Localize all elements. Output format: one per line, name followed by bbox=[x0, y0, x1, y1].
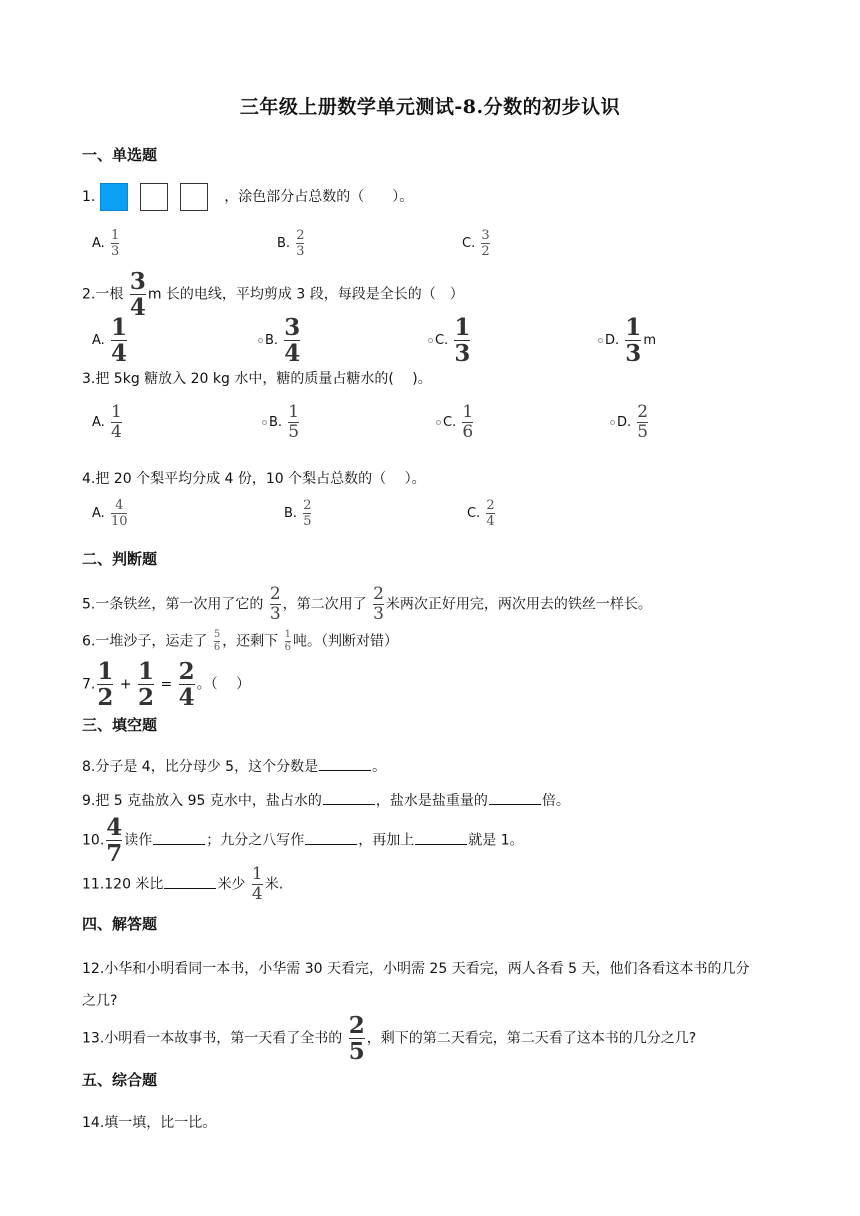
answer-blank[interactable] bbox=[164, 876, 216, 889]
option-label: B. bbox=[269, 415, 283, 430]
fraction bbox=[481, 229, 489, 258]
fraction bbox=[462, 404, 473, 441]
numerator: 1 bbox=[462, 402, 474, 422]
fraction bbox=[130, 270, 146, 319]
option-a[interactable] bbox=[92, 499, 129, 528]
fraction bbox=[138, 660, 154, 709]
section-heading-problems: 四、解答题 bbox=[82, 915, 158, 933]
plus-sign: + bbox=[119, 676, 132, 693]
denominator: 3 bbox=[373, 604, 384, 624]
question-10 bbox=[82, 816, 524, 865]
question-14: 14.填一填，比一比。 bbox=[82, 1115, 217, 1131]
radio-dot bbox=[262, 420, 267, 425]
denominator: 4 bbox=[110, 340, 127, 367]
numerator: 2 bbox=[637, 402, 649, 422]
fraction bbox=[285, 630, 291, 653]
fraction bbox=[106, 816, 122, 865]
numerator: 1 bbox=[138, 658, 155, 685]
question-text: ，再加上 bbox=[358, 832, 415, 849]
question-4: 4.把 20 个梨平均分成 4 份，10 个梨占总数的（ ）。 bbox=[82, 471, 426, 487]
numerator: 1 bbox=[110, 314, 127, 341]
option-label: D. bbox=[617, 415, 632, 430]
section-heading-single-choice: 一、单选题 bbox=[82, 146, 158, 164]
shaded-square bbox=[100, 183, 128, 211]
option-label: A. bbox=[92, 333, 105, 348]
denominator: 10 bbox=[110, 514, 128, 529]
option-a[interactable] bbox=[92, 404, 124, 441]
question-text: 6.一堆沙子，运走了 bbox=[82, 633, 208, 650]
option-c[interactable] bbox=[467, 499, 497, 528]
numerator: 5 bbox=[213, 629, 221, 640]
option-label: A. bbox=[92, 415, 105, 430]
radio-dot bbox=[428, 338, 433, 343]
numerator: 1 bbox=[97, 658, 114, 685]
radio-dot bbox=[598, 338, 603, 343]
numerator: 2 bbox=[303, 498, 312, 513]
numerator: 3 bbox=[129, 268, 146, 295]
numerator: 1 bbox=[288, 402, 300, 422]
question-3: 3.把 5kg 糖放入 20 kg 水中，糖的质量占糖水的( )。 bbox=[82, 371, 432, 387]
numerator: 2 bbox=[348, 1012, 365, 1039]
numerator: 3 bbox=[284, 314, 301, 341]
section-heading-true-false: 二、判断题 bbox=[82, 550, 158, 568]
answer-blank[interactable] bbox=[489, 792, 541, 805]
denominator: 4 bbox=[284, 340, 301, 367]
fraction bbox=[373, 586, 384, 623]
option-label: B. bbox=[277, 236, 291, 251]
denominator: 4 bbox=[178, 684, 195, 711]
numerator: 1 bbox=[110, 228, 120, 243]
denominator: 3 bbox=[269, 604, 281, 624]
question-text: 2.一根 bbox=[82, 286, 124, 303]
option-b[interactable] bbox=[258, 316, 302, 365]
fraction bbox=[625, 316, 641, 365]
question-6 bbox=[82, 630, 398, 653]
question-text: 米. bbox=[264, 876, 284, 893]
denominator: 2 bbox=[97, 684, 114, 711]
option-b[interactable] bbox=[277, 229, 306, 258]
option-label: B. bbox=[284, 506, 298, 521]
question-text: 13.小明看一本故事书，第一天看了全书的 bbox=[82, 1030, 343, 1047]
numerator: 3 bbox=[481, 228, 490, 243]
question-5 bbox=[82, 586, 652, 623]
answer-blank[interactable] bbox=[319, 758, 371, 771]
option-label: C. bbox=[462, 236, 476, 251]
fraction bbox=[296, 229, 304, 258]
question-12-line-2: 之几? bbox=[82, 993, 118, 1009]
fraction bbox=[111, 229, 119, 258]
denominator: 4 bbox=[110, 422, 122, 442]
option-b[interactable] bbox=[284, 499, 313, 528]
question-text: 米少 bbox=[217, 876, 246, 893]
option-c[interactable] bbox=[428, 316, 472, 365]
question-7 bbox=[82, 660, 250, 709]
fraction bbox=[252, 866, 263, 903]
question-number: 7. bbox=[82, 676, 96, 693]
numerator: 1 bbox=[110, 402, 122, 422]
option-label: C. bbox=[443, 415, 457, 430]
question-text: ；九分之八写作 bbox=[206, 832, 305, 849]
fraction bbox=[97, 660, 113, 709]
option-c[interactable] bbox=[436, 404, 475, 441]
question-12-line-1: 12.小华和小明看同一本书，小华需 30 天看完，小明需 25 天看完，两人各看 5 天，他们各看这本书的几分 bbox=[82, 961, 750, 977]
radio-dot bbox=[258, 338, 263, 343]
question-text: 就是 1。 bbox=[468, 832, 524, 849]
fraction bbox=[270, 586, 281, 623]
denominator: 5 bbox=[303, 514, 312, 529]
numerator: 4 bbox=[106, 814, 123, 841]
section-heading-comprehensive: 五、综合题 bbox=[82, 1071, 158, 1089]
option-label: D. bbox=[605, 333, 620, 348]
option-b[interactable] bbox=[262, 404, 301, 441]
question-1 bbox=[82, 183, 413, 211]
question-text: 。（ ） bbox=[196, 676, 251, 693]
fraction bbox=[214, 630, 220, 653]
numerator: 2 bbox=[373, 584, 384, 604]
denominator: 7 bbox=[106, 840, 123, 867]
denominator: 2 bbox=[481, 244, 490, 259]
numerator: 1 bbox=[454, 314, 471, 341]
option-label: A. bbox=[92, 506, 105, 521]
denominator: 4 bbox=[129, 294, 146, 321]
question-2 bbox=[82, 270, 464, 319]
denominator: 2 bbox=[138, 684, 155, 711]
option-d[interactable] bbox=[610, 404, 650, 441]
answer-blank[interactable] bbox=[153, 832, 205, 845]
question-text: 吨。（判断对错） bbox=[293, 633, 399, 650]
question-text: 9.把 5 克盐放入 95 克水中，盐占水的 bbox=[82, 793, 322, 809]
denominator: 5 bbox=[348, 1038, 365, 1065]
denominator: 3 bbox=[454, 340, 471, 367]
numerator: 1 bbox=[625, 314, 642, 341]
radio-dot bbox=[436, 420, 441, 425]
numerator: 1 bbox=[284, 629, 292, 640]
question-text: m 长的电线，平均剪成 3 段，每段是全长的（ ） bbox=[147, 286, 464, 303]
question-text: 读作 bbox=[124, 832, 153, 849]
question-text: 米两次正好用完，两次用去的铁丝一样长。 bbox=[385, 596, 652, 613]
fraction bbox=[111, 404, 122, 441]
question-text: ，涂色部分占总数的（ ）。 bbox=[224, 189, 414, 205]
fraction bbox=[284, 316, 300, 365]
answer-blank[interactable] bbox=[305, 832, 357, 845]
question-text: 倍。 bbox=[541, 793, 570, 809]
question-text: 。 bbox=[372, 759, 387, 775]
question-text: 8.分子是 4，比分母少 5，这个分数是 bbox=[82, 759, 319, 775]
fraction bbox=[486, 499, 494, 528]
denominator: 5 bbox=[637, 422, 649, 442]
denominator: 6 bbox=[462, 422, 474, 442]
numerator: 2 bbox=[178, 658, 195, 685]
denominator: 3 bbox=[625, 340, 642, 367]
question-text: ，第二次用了 bbox=[282, 596, 367, 613]
question-text: 5.一条铁丝，第一次用了它的 bbox=[82, 596, 264, 613]
answer-blank[interactable] bbox=[415, 832, 467, 845]
question-text: ，还剩下 bbox=[222, 633, 279, 650]
question-8 bbox=[82, 756, 386, 776]
question-text: 11.120 米比 bbox=[82, 876, 164, 893]
fraction bbox=[288, 404, 299, 441]
option-unit: m bbox=[643, 333, 656, 348]
question-text: ，剩下的第二天看完，第二天看了这本书的几分之几? bbox=[366, 1030, 697, 1047]
radio-dot bbox=[610, 420, 615, 425]
fraction bbox=[303, 499, 311, 528]
unshaded-square bbox=[180, 183, 208, 211]
option-a[interactable] bbox=[92, 229, 121, 258]
fraction bbox=[111, 316, 127, 365]
numerator: 2 bbox=[296, 228, 305, 243]
option-d[interactable] bbox=[598, 316, 656, 365]
question-13 bbox=[82, 1014, 696, 1063]
question-11 bbox=[82, 866, 283, 903]
option-c[interactable] bbox=[462, 229, 492, 258]
fraction bbox=[454, 316, 470, 365]
option-a[interactable] bbox=[92, 316, 129, 365]
page-title: 三年级上册数学单元测试-8.分数的初步认识 bbox=[239, 96, 621, 118]
numerator: 1 bbox=[251, 864, 263, 884]
denominator: 3 bbox=[110, 244, 120, 259]
numerator: 2 bbox=[269, 584, 281, 604]
denominator: 5 bbox=[288, 422, 300, 442]
denominator: 4 bbox=[251, 884, 263, 904]
question-number: 1. bbox=[82, 189, 96, 205]
question-number: 10. bbox=[82, 832, 105, 849]
section-heading-fill-blank: 三、填空题 bbox=[82, 716, 158, 734]
answer-blank[interactable] bbox=[323, 792, 375, 805]
denominator: 6 bbox=[284, 642, 292, 653]
equals-sign: = bbox=[160, 676, 173, 693]
denominator: 6 bbox=[213, 642, 221, 653]
numerator: 2 bbox=[486, 498, 495, 513]
denominator: 4 bbox=[486, 514, 495, 529]
fraction bbox=[179, 660, 195, 709]
option-label: B. bbox=[265, 333, 279, 348]
option-label: C. bbox=[435, 333, 449, 348]
option-label: C. bbox=[467, 506, 481, 521]
numerator: 4 bbox=[115, 498, 124, 513]
denominator: 3 bbox=[296, 244, 305, 259]
fraction bbox=[637, 404, 648, 441]
unshaded-square bbox=[140, 183, 168, 211]
fraction bbox=[111, 499, 128, 528]
question-9 bbox=[82, 790, 570, 810]
fraction bbox=[349, 1014, 365, 1063]
question-text: ，盐水是盐重量的 bbox=[375, 793, 488, 809]
option-label: A. bbox=[92, 236, 105, 251]
